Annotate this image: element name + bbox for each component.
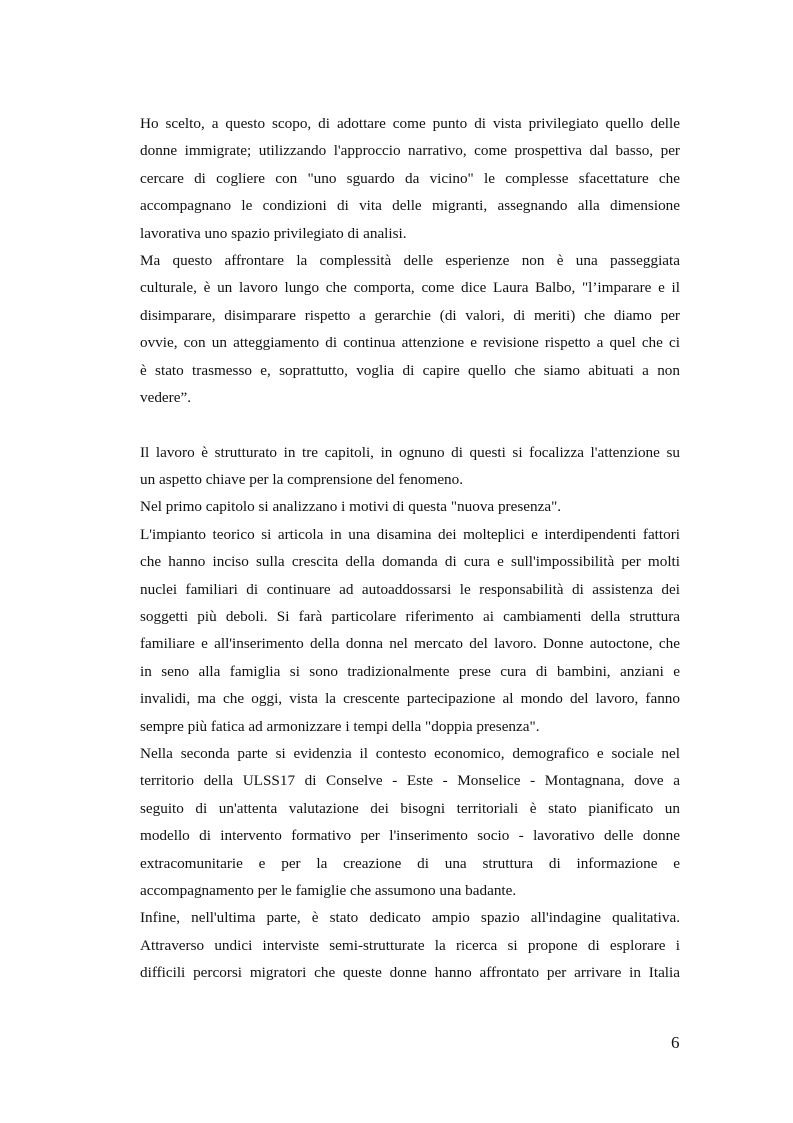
text-line: vedere”. <box>140 388 192 406</box>
text-line: accompagnano le condizioni di vita delle migranti, assegnando alla dimensione <box>140 197 680 215</box>
text-line: lavorativa uno spazio privilegiato di analisi. <box>140 224 407 242</box>
paragraph <box>140 493 680 520</box>
text-line: invalidi, ma che oggi, vista la crescente partecipazione al mondo del lavoro, fanno <box>140 690 680 708</box>
paragraph <box>140 110 680 247</box>
paragraph-gap <box>140 411 680 438</box>
page-number: 6 <box>671 1033 680 1052</box>
text-line: è stato trasmesso e, soprattutto, voglia di capire quello che siamo abituati a non <box>140 361 680 379</box>
text-line: Infine, nell'ultima parte, è stato dedicato ampio spazio all'indagine qualitativa. <box>140 909 680 927</box>
text-line: cercare di cogliere con "uno sguardo da vicino" le complesse sfacettature che <box>140 169 680 187</box>
text-line: in seno alla famiglia si sono tradizionalmente prese cura di bambini, anziani e <box>140 662 680 680</box>
paragraph <box>140 904 680 986</box>
text-line: Il lavoro è strutturato in tre capitoli, in ognuno di questi si focalizza l'attenzione su <box>140 443 680 461</box>
text-line: culturale, è un lavoro lungo che comporta, come dice Laura Balbo, "l’imparare e il <box>140 279 680 297</box>
text-line: L'impianto teorico si articola in una disamina dei molteplici e interdipendenti fattori <box>140 525 680 543</box>
text-line: soggetti più deboli. Si farà particolare riferimento ai cambiamenti della struttura <box>140 608 680 626</box>
text-line: che hanno inciso sulla crescita della domanda di cura e sull'impossibilità per molti <box>140 553 680 571</box>
paragraph <box>140 247 680 411</box>
text-line: nuclei familiari di continuare ad autoaddossarsi le responsabilità di assistenza dei <box>140 580 680 598</box>
text-line: seguito di un'attenta valutazione dei bisogni territoriali è stato pianificato un <box>140 799 680 817</box>
paragraph <box>140 439 680 494</box>
text-line: sempre più fatica ad armonizzare i tempi della "doppia presenza". <box>140 717 540 735</box>
text-line: ovvie, con un atteggiamento di continua attenzione e revisione rispetto a quel che ci <box>140 334 680 352</box>
text-line: Attraverso undici interviste semi-strutturate la ricerca si propone di esplorare i <box>140 936 680 954</box>
paragraph <box>140 521 680 740</box>
text-line: difficili percorsi migratori che queste donne hanno affrontato per arrivare in Italia <box>140 964 680 982</box>
text-line: donne immigrate; utilizzando l'approccio narrativo, come prospettiva dal basso, per <box>140 142 680 160</box>
text-line: un aspetto chiave per la comprensione del fenomeno. <box>140 471 464 489</box>
paragraph <box>140 740 680 904</box>
text-line: disimparare, disimparare rispetto a gerarchie (di valori, di meriti) che diamo per <box>140 306 680 324</box>
text-line: Nel primo capitolo si analizzano i motivi di questa "nuova presenza". <box>140 498 562 516</box>
text-line: Ma questo affrontare la complessità delle esperienze non è una passeggiata <box>140 251 680 269</box>
text-line: extracomunitarie e per la creazione di una struttura di informazione e <box>140 854 680 872</box>
text-line: modello di intervento formativo per l'inserimento socio - lavorativo delle donne <box>140 827 680 845</box>
text-line: territorio della ULSS17 di Conselve - Este - Monselice - Montagnana, dove a <box>140 772 680 790</box>
body-text <box>140 110 680 987</box>
text-line: Ho scelto, a questo scopo, di adottare come punto di vista privilegiato quello delle <box>140 115 680 132</box>
text-line: accompagnamento per le famiglie che assumono una badante. <box>140 881 517 899</box>
text-line: Nella seconda parte si evidenzia il contesto economico, demografico e sociale nel <box>140 744 680 762</box>
text-line: familiare e all'inserimento della donna nel mercato del lavoro. Donne autoctone, che <box>140 635 680 653</box>
